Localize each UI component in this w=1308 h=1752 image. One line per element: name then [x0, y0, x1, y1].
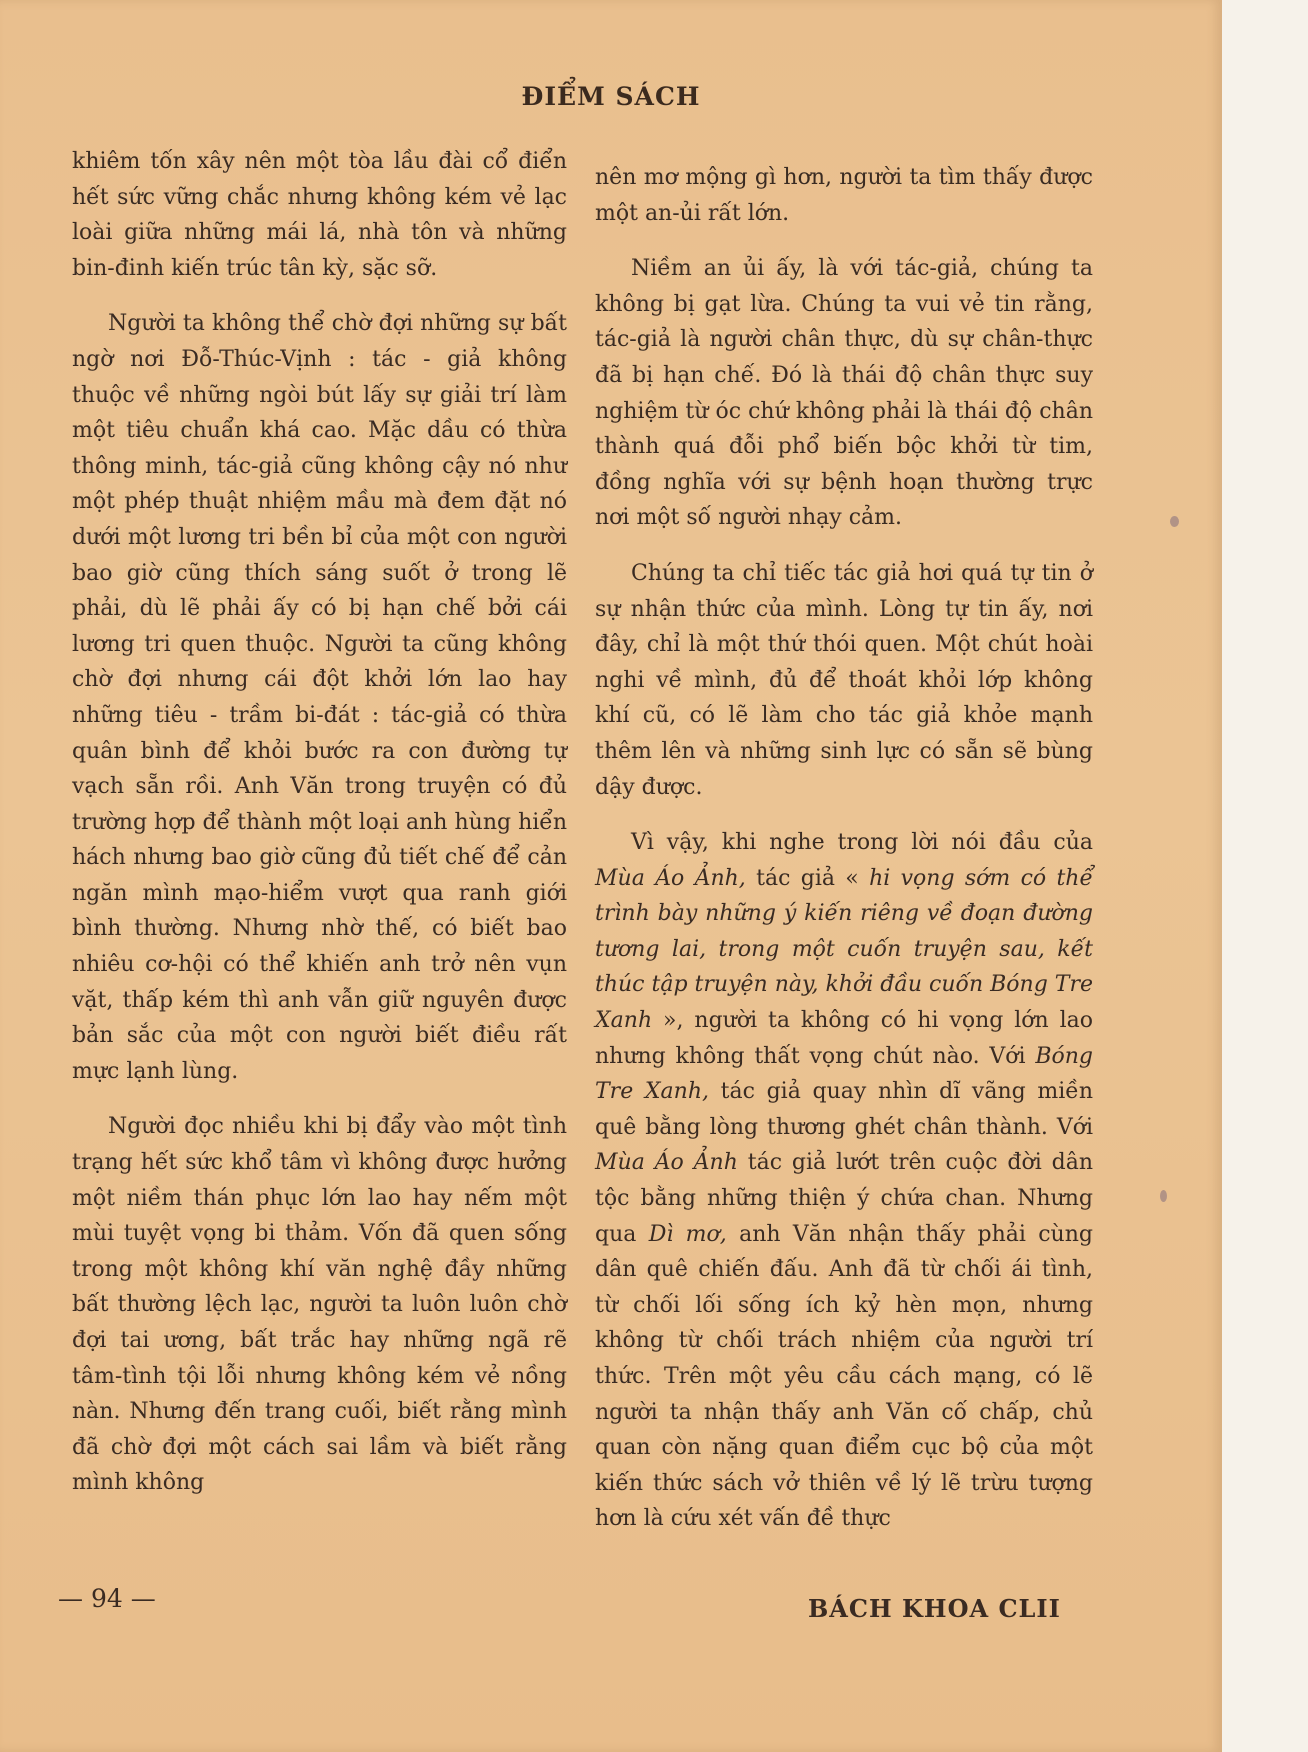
- text-run: », người ta không có hi vọng lớn lao nhưng không thất vọng chút nào. Với: [595, 1008, 1093, 1069]
- text-run: tác giả «: [745, 865, 870, 891]
- paragraph: [595, 825, 1093, 1537]
- magazine-issue: BÁCH KHOA CLII: [808, 1594, 1061, 1623]
- paragraph: Người ta không thể chờ đợi những sự bất ngờ nơi Đỗ-Thúc-Vịnh : tác - giả không thuộc về những ngòi bút lấy sự giải trí làm một tiêu chuẩn khá cao. Mặc dầu có thừa thông minh, tác-giả cũng không cậy nó như một phép thuật nhiệm mầu mà đem đặt nó dưới một lương tri bền bỉ của một con người bao giờ cũng thích sáng suốt ở trong lẽ phải, dù lẽ phải ấy có bị hạn chế bởi cái lương tri quen thuộc. Người ta cũng không chờ đợi nhưng cái đột khởi lớn lao hay những tiêu - trầm bi-đát : tác-giả có thừa quân bình để khỏi bước ra con đường tự vạch sẵn rồi. Anh Văn trong truyện có đủ trường hợp để thành một loại anh hùng hiển hách nhưng bao giờ cũng đủ tiết chế để cản ngăn mình mạo-hiểm vượt qua ranh giới bình thường. Nhưng nhờ thế, có biết bao nhiêu cơ-hội có thể khiến anh trở nên vụn vặt, thấp kém thì anh vẫn giữ nguyên được bản sắc của một con người biết điều rất mực lạnh lùng.: [72, 311, 567, 1084]
- text-run: anh Văn nhận thấy phải cùng dân quê chiến đấu. Anh đã từ chối ái tình, từ chối lối sống ích kỷ hèn mọn, nhưng không từ chối trách nhiệm của người trí thức. Trên một yêu cầu cách mạng, có lẽ người ta nhận thấy anh Văn cố chấp, chủ quan còn nặng quan điểm cục bộ của một kiến thức sách vở thiên về lý lẽ trừu tượng hơn là cứu xét vấn đề thực: [595, 1221, 1093, 1532]
- ink-spot: [1170, 516, 1179, 527]
- text-run: tác giả lướt trên cuộc đời dân tộc bằng những thiện ý chứa chan. Nhưng qua: [595, 1150, 1094, 1247]
- paragraph: Chúng ta chỉ tiếc tác giả hơi quá tự tin ở sự nhận thức của mình. Lòng tự tin ấy, nơi đây, chỉ là một thứ thói quen. Một chút hoài nghi về mình, đủ để thoát khỏi lớp không khí cũ, có lẽ làm cho tác giả khỏe mạnh thêm lên và những sinh lực có sẵn sẽ bùng dậy được.: [595, 560, 1093, 800]
- book-title: Dì mơ,: [648, 1221, 727, 1247]
- text-run: Vì vậy, khi nghe trong lời nói đầu của: [631, 830, 1093, 856]
- page-number: — 94 —: [58, 1584, 156, 1613]
- book-title: Bóng Tre Xanh,: [595, 1043, 1093, 1105]
- left-column: [72, 144, 567, 1521]
- quotation: hi vọng sớm có thể trình bày những ý kiến riêng về đoạn đường tương lai, trong một cuốn truyện sau, kết thúc tập truyện này, khởi đầu cuốn Bóng Tre Xanh: [595, 865, 1093, 1034]
- book-title: Mùa Áo Ảnh,: [595, 865, 746, 891]
- ink-spot: [1160, 1190, 1167, 1202]
- paragraph: Người đọc nhiều khi bị đẩy vào một tình trạng hết sức khổ tâm vì không được hưởng một niềm thán phục lớn lao hay nếm một mùi tuyệt vọng bi thảm. Vốn đã quen sống trong một không khí văn nghệ đầy những bất thường lệch lạc, người ta luôn luôn chờ đợi tai ương, bất trắc hay những ngã rẽ tâm-tình tội lỗi nhưng không kém vẻ nồng nàn. Nhưng đến trang cuối, biết rằng mình đã chờ đợi một cách sai lầm và biết rằng mình không: [72, 1114, 567, 1496]
- paragraph: khiêm tốn xây nên một tòa lầu đài cổ điển hết sức vững chắc nhưng không kém vẻ lạc loài giữa những mái lá, nhà tôn và những bin-đinh kiến trúc tân kỳ, sặc sỡ.: [72, 149, 567, 281]
- right-column: [595, 160, 1093, 1557]
- paragraph: Niềm an ủi ấy, là với tác-giả, chúng ta không bị gạt lừa. Chúng ta vui vẻ tin rằng, tác-giả là người chân thực, dù sự chân-thực đã bị hạn chế. Đó là thái độ chân thực suy nghiệm từ óc chứ không phải là thái độ chân thành quá đỗi phổ biến bộc khởi từ tim, đồng nghĩa với sự bệnh hoạn thường trực nơi một số người nhạy cảm.: [595, 256, 1093, 531]
- book-title: Mùa Áo Ảnh: [595, 1150, 738, 1176]
- section-header: ĐIỂM SÁCH: [521, 82, 701, 111]
- text-run: tác giả quay nhìn dĩ vãng miền quê bằng lòng thương ghét chân thành. Với: [595, 1079, 1093, 1140]
- paragraph: nên mơ mộng gì hơn, người ta tìm thấy được một an-ủi rất lớn.: [595, 165, 1093, 226]
